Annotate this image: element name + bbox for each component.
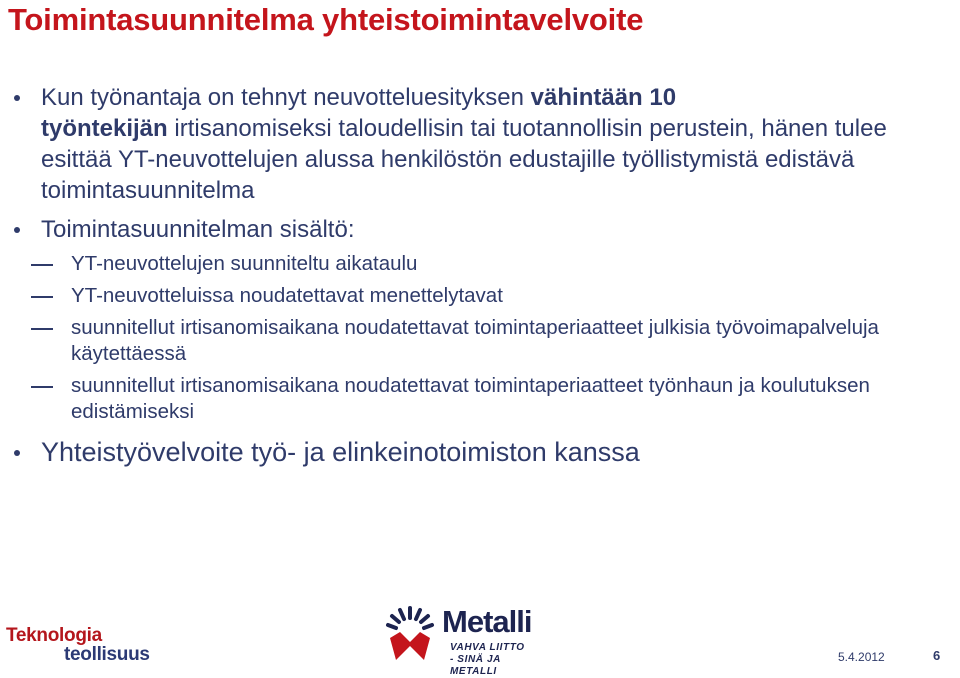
logo-line1: Teknologia <box>6 625 102 646</box>
bullet2-text: Toimintasuunnitelman sisältö: <box>41 216 355 243</box>
dash-icon <box>31 296 53 298</box>
bullet-dot-icon <box>14 227 20 233</box>
tagline-line1: VAHVA LIITTO <box>450 642 525 653</box>
logo-line2: teollisuus <box>64 644 150 665</box>
metalli-tagline <box>450 642 550 678</box>
slide-title: Toimintasuunnitelma yhteistoimintavelvoite <box>8 2 644 37</box>
metalliliitto-logo <box>380 600 550 677</box>
sub-item <box>10 283 910 309</box>
slide-date: 5.4.2012 <box>838 650 885 664</box>
sub-item-text: YT-neuvottelujen suunniteltu aikataulu <box>71 252 418 275</box>
metalli-emblem-icon <box>380 602 440 668</box>
sub-item <box>10 373 910 425</box>
bullet-dot-icon <box>14 450 20 456</box>
bullet3-text: Yhteistyövelvoite työ- ja elinkeinotoimiston kanssa <box>41 437 640 467</box>
sub-item <box>10 251 910 277</box>
dash-icon <box>31 328 53 330</box>
bullet-dot-icon <box>14 95 20 101</box>
slide-page-number: 6 <box>933 648 941 663</box>
sub-item-text: suunnitellut irtisanomisaikana noudatettavat toimintaperiaatteet julkisia työvoimapalveluja käytettäessä <box>71 316 879 365</box>
bullet1-text-rest: perustein, hänen tulee esittää YT-neuvottelujen alussa henkilöstön edustajille työllistymistä edistävä toimintasuunnitelma <box>41 115 887 204</box>
tagline-line2: - SINÄ JA METALLI <box>450 654 501 677</box>
bullet1-bold-1: vähintään 10 <box>530 84 677 111</box>
bullet1-bold-2: työntekijän <box>41 115 168 142</box>
dash-icon <box>31 264 53 266</box>
sub-item-text: YT-neuvotteluissa noudatettavat menettelytavat <box>71 284 503 307</box>
sub-item-text: suunnitellut irtisanomisaikana noudatettavat toimintaperiaatteet työnhaun ja koulutuksen edistämiseksi <box>71 374 870 423</box>
bullet-neuvotteluesitys <box>10 82 910 206</box>
metalli-wordmark: Metalli <box>442 604 532 639</box>
bullet-yhteistyovelvoite <box>10 435 910 469</box>
bullet1-text-start: Kun työnantaja on tehnyt neuvotteluesityksen <box>41 84 531 111</box>
bullet1-text-mid: irtisanomiseksi taloudellisin tai tuotannollisin <box>167 115 643 142</box>
teknologiateollisuus-logo <box>6 626 150 664</box>
slide-body <box>10 82 910 469</box>
dash-icon <box>31 386 53 388</box>
sub-item <box>10 315 910 367</box>
bullet-sisalto <box>10 214 910 245</box>
